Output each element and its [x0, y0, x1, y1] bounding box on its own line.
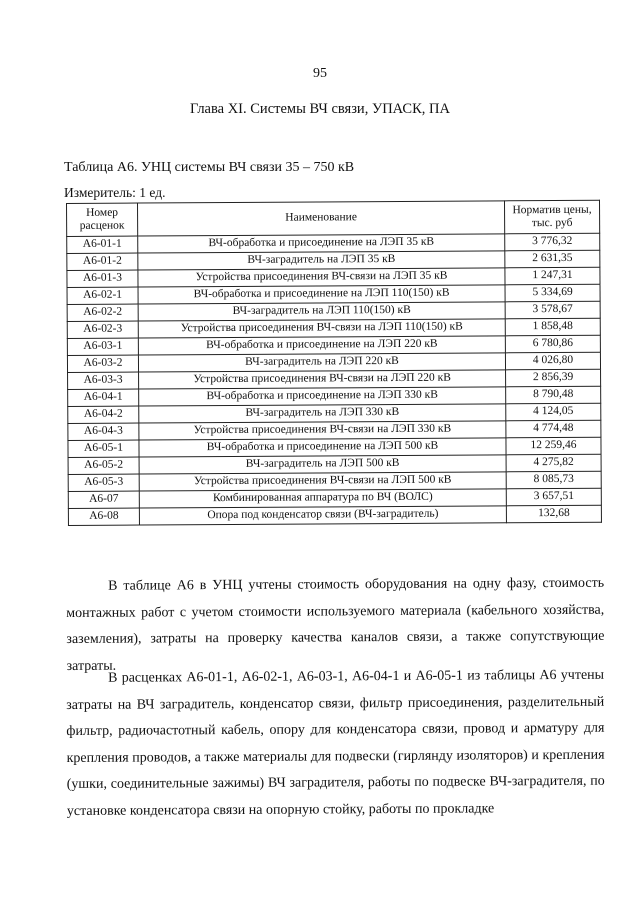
cell-code: А6-05-1 [68, 440, 139, 457]
cell-price: 8 790,48 [506, 386, 601, 404]
cell-name: ВЧ-заградитель на ЛЭП 500 кВ [139, 455, 506, 474]
price-table-wrapper [66, 200, 602, 526]
paragraph-2: В расценках А6-01-1, А6-02-1, А6-03-1, А6-04-1 и А6-05-1 из таблицы А6 учтены затраты на ВЧ заградитель, конденсатор связи, фильтр присоединения, разделительный фильтр, радиочастотный кабель, опору для конденсатора связи, провод и арматуру для крепления проводов, а также материалы для подвески (гирлянду изоляторов) и крепления (ушки, соединительные зажимы) ВЧ заградителя, работы по подвеске ВЧ-заградителя, по установке конденсатора связи на опорную стойку, работы по прокладке [66, 667, 605, 819]
cell-name: Устройства присоединения ВЧ-связи на ЛЭП 220 кВ [139, 370, 506, 389]
cell-code: А6-01-1 [67, 236, 138, 253]
cell-price: 1 247,31 [505, 267, 600, 285]
header-price-line2: тыс. руб [531, 216, 573, 230]
cell-price: 3 776,32 [505, 233, 600, 251]
cell-code: А6-02-3 [67, 321, 138, 338]
table-body [67, 233, 602, 525]
price-table [66, 200, 602, 526]
cell-price: 2 856,39 [506, 369, 601, 387]
chapter-title: Глава XI. Системы ВЧ связи, УПАСК, ПА [190, 101, 450, 117]
cell-name: ВЧ-заградитель на ЛЭП 110(150) кВ [138, 302, 505, 321]
cell-price: 3 657,51 [506, 488, 601, 506]
cell-price: 12 259,46 [506, 437, 601, 455]
cell-code: А6-02-1 [67, 287, 138, 304]
cell-price: 4 774,48 [506, 420, 601, 438]
header-code-line2: расценок [79, 219, 125, 232]
cell-name: Устройства присоединения ВЧ-связи на ЛЭП 110(150) кВ [138, 319, 505, 338]
cell-code: А6-07 [68, 491, 139, 508]
cell-code: А6-02-2 [67, 304, 138, 321]
cell-code: А6-01-2 [67, 253, 138, 270]
cell-price: 132,68 [506, 505, 601, 523]
unit-line: Измеритель: 1 ед. [64, 185, 166, 200]
cell-name: ВЧ-заградитель на ЛЭП 35 кВ [138, 251, 505, 270]
cell-price: 4 124,05 [506, 403, 601, 421]
table-header-row [67, 200, 600, 236]
cell-name: Комбинированная аппаратура по ВЧ (ВОЛС) [139, 489, 506, 508]
cell-code: А6-03-2 [67, 355, 138, 372]
header-price [504, 200, 599, 234]
cell-name: ВЧ-обработка и присоединение на ЛЭП 500 кВ [139, 438, 506, 457]
cell-name: ВЧ-обработка и присоединение на ЛЭП 110(150) кВ [138, 285, 505, 304]
table-row [68, 505, 601, 525]
cell-price: 8 085,73 [506, 471, 601, 489]
cell-code: А6-05-3 [68, 474, 139, 491]
cell-name: Устройства присоединения ВЧ-связи на ЛЭП 35 кВ [138, 268, 505, 287]
cell-price: 3 578,67 [505, 301, 600, 319]
page-number: 95 [313, 66, 327, 81]
cell-price: 2 631,35 [505, 250, 600, 268]
cell-code: А6-04-3 [68, 423, 139, 440]
cell-code: А6-03-3 [68, 372, 139, 389]
cell-price: 6 780,86 [505, 335, 600, 353]
cell-name: ВЧ-заградитель на ЛЭП 330 кВ [139, 404, 506, 423]
header-price-line1: Норматив цены, [512, 203, 592, 217]
cell-code: А6-01-3 [67, 270, 138, 287]
cell-code: А6-03-1 [67, 338, 138, 355]
cell-name: ВЧ-обработка и присоединение на ЛЭП 220 кВ [138, 336, 505, 355]
paragraph-1: В таблице А6 в УНЦ учтены стоимость оборудования на одну фазу, стоимость монтажных работ с учетом стоимости используемого материала (кабельного хозяйства, заземления), затраты на проверку качества каналов связи, а также сопутствующие затраты. [66, 575, 605, 674]
cell-name: ВЧ-обработка и присоединение на ЛЭП 35 кВ [138, 234, 505, 253]
cell-price: 4 026,80 [505, 352, 600, 370]
header-name: Наименование [138, 201, 505, 236]
cell-name: ВЧ-заградитель на ЛЭП 220 кВ [138, 353, 505, 372]
cell-name: Опора под конденсатор связи (ВЧ-заградитель) [139, 506, 506, 525]
cell-code: А6-04-1 [68, 389, 139, 406]
header-code [67, 203, 138, 236]
cell-name: Устройства присоединения ВЧ-связи на ЛЭП 330 кВ [139, 421, 506, 440]
cell-code: А6-04-2 [68, 406, 139, 423]
cell-name: ВЧ-обработка и присоединение на ЛЭП 330 кВ [139, 387, 506, 406]
table-caption: Таблица А6. УНЦ системы ВЧ связи 35 – 750 кВ [64, 160, 355, 175]
cell-price: 5 334,69 [505, 284, 600, 302]
cell-name: Устройства присоединения ВЧ-связи на ЛЭП 500 кВ [139, 472, 506, 491]
cell-code: А6-05-2 [68, 457, 139, 474]
cell-price: 4 275,82 [506, 454, 601, 472]
header-code-line1: Номер [86, 206, 119, 219]
cell-code: А6-08 [68, 508, 139, 525]
cell-price: 1 858,48 [505, 318, 600, 336]
